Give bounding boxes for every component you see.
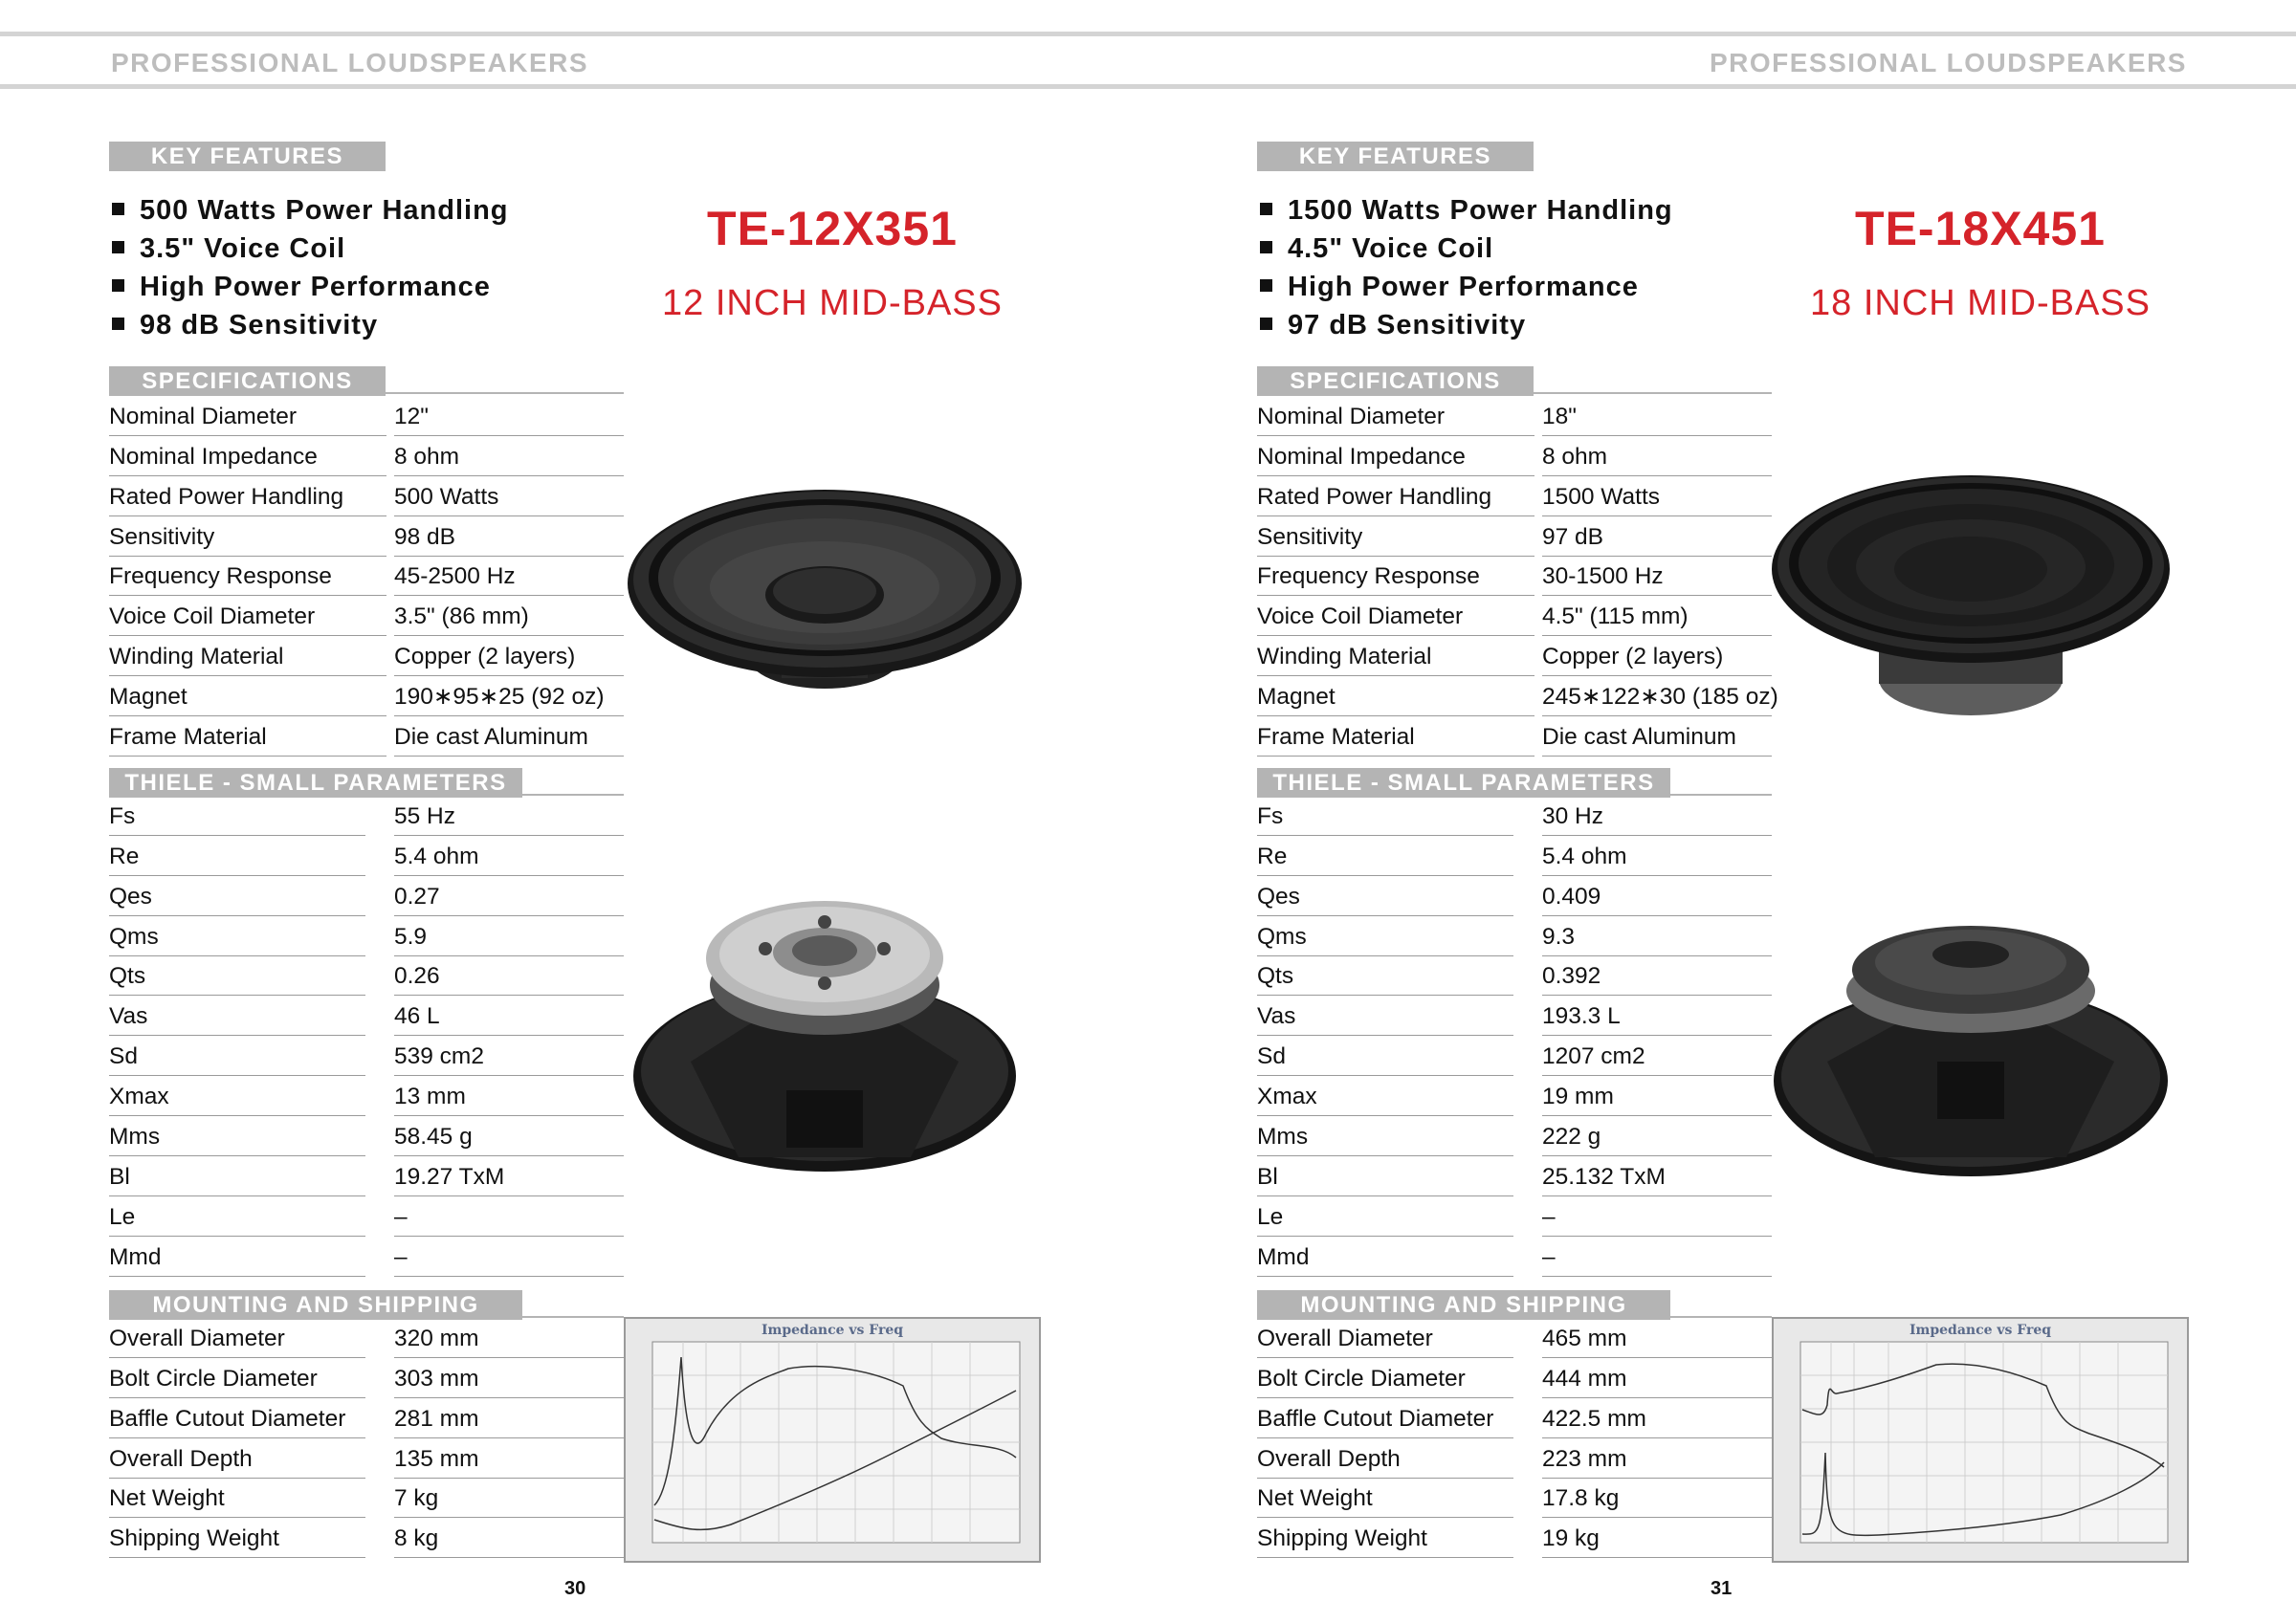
spec-row-label: Sensitivity	[109, 523, 215, 550]
mounting-row-label: Overall Diameter	[109, 1325, 285, 1351]
feature-item: 1500 Watts Power Handling	[1257, 191, 1673, 230]
mounting-row-value: 281 mm	[394, 1405, 479, 1432]
mounting-row-label: Net Weight	[109, 1485, 225, 1512]
spec-row-label: Frequency Response	[109, 563, 332, 590]
mounting-row-value: 8 kg	[394, 1525, 439, 1552]
mounting-row-label: Bolt Circle Diameter	[1257, 1365, 1466, 1392]
ts-param-row	[1257, 916, 1772, 956]
spec-row-value: 4.5" (115 mm)	[1542, 603, 1689, 630]
ts-param-row-value: 9.3	[1542, 923, 1576, 950]
row-rule	[1542, 1276, 1772, 1277]
ts-param-row-value: 30 Hz	[1542, 802, 1604, 829]
mounting-heading: MOUNTING AND SHIPPING	[1257, 1290, 1670, 1320]
ts-param-row-value: –	[394, 1243, 408, 1270]
ts-param-row	[1257, 836, 1772, 876]
bullet-square-icon	[1260, 279, 1272, 292]
ts-param-row-value: 0.26	[394, 963, 440, 990]
mounting-row-value: 17.8 kg	[1542, 1485, 1620, 1512]
ts-param-row-value: 19.27 TxM	[394, 1163, 505, 1190]
ts-param-row	[109, 1036, 624, 1076]
ts-param-row	[109, 836, 624, 876]
spec-row-label: Frame Material	[1257, 724, 1415, 751]
spec-row-label: Rated Power Handling	[109, 483, 344, 510]
specifications-heading: SPECIFICATIONS	[1257, 366, 1534, 396]
mounting-row	[1257, 1358, 1772, 1398]
ts-param-row-value: 5.9	[394, 923, 428, 950]
ts-param-row	[1257, 1156, 1772, 1196]
spec-row-label: Winding Material	[109, 644, 284, 670]
bullet-square-icon	[112, 318, 124, 330]
impedance-graph	[1772, 1317, 2189, 1563]
mounting-row	[1257, 1318, 1772, 1358]
spec-row	[109, 676, 624, 716]
ts-param-row-label: Re	[1257, 843, 1288, 869]
ts-param-row-label: Qms	[109, 923, 159, 950]
ts-param-row-value: 0.409	[1542, 883, 1601, 910]
ts-param-row-value: –	[1542, 1243, 1556, 1270]
feature-item: High Power Performance	[1257, 268, 1673, 306]
row-rule	[1257, 1557, 1513, 1558]
thiele-small-heading: THIELE - SMALL PARAMETERS	[109, 768, 522, 798]
spec-row-value: 45-2500 Hz	[394, 563, 516, 590]
bullet-square-icon	[112, 279, 124, 292]
mounting-row-label: Shipping Weight	[1257, 1525, 1427, 1552]
thiele-small-heading: THIELE - SMALL PARAMETERS	[1257, 768, 1670, 798]
speaker-front-photo	[624, 488, 1026, 775]
ts-param-row	[1257, 1196, 1772, 1237]
spec-row	[1257, 716, 1772, 757]
ts-param-row-label: Vas	[1257, 1003, 1296, 1030]
mounting-row-label: Net Weight	[1257, 1485, 1373, 1512]
bullet-square-icon	[1260, 318, 1272, 330]
feature-list	[109, 191, 509, 344]
ts-param-row-label: Mms	[1257, 1124, 1309, 1151]
ts-param-row	[1257, 796, 1772, 836]
ts-param-row-label: Vas	[109, 1003, 148, 1030]
ts-param-row	[1257, 1116, 1772, 1156]
feature-item: 3.5" Voice Coil	[109, 230, 509, 268]
ts-param-row-label: Le	[109, 1203, 136, 1230]
mounting-row-value: 135 mm	[394, 1445, 479, 1472]
model-title: TE-12X351	[707, 202, 958, 255]
ts-param-row	[109, 876, 624, 916]
spec-row	[1257, 436, 1772, 476]
feature-list	[1257, 191, 1673, 344]
spec-row	[1257, 676, 1778, 716]
ts-param-row-label: Qms	[1257, 923, 1307, 950]
bullet-square-icon	[112, 203, 124, 215]
mounting-row	[109, 1438, 624, 1479]
spec-row-label: Frame Material	[109, 724, 267, 751]
page-number: 30	[564, 1578, 586, 1599]
mounting-row	[109, 1479, 624, 1519]
specifications-rule	[1534, 392, 1772, 394]
ts-param-row-label: Bl	[1257, 1163, 1278, 1190]
ts-param-row	[1257, 997, 1772, 1037]
spec-row	[1257, 597, 1772, 637]
mounting-row	[1257, 1398, 1772, 1438]
ts-param-row-label: Qes	[109, 883, 152, 910]
spec-row-value: 8 ohm	[394, 443, 460, 470]
ts-param-row-label: Qts	[109, 963, 146, 990]
mounting-row-label: Baffle Cutout Diameter	[109, 1405, 346, 1432]
ts-param-row	[109, 997, 624, 1037]
mounting-row	[109, 1519, 624, 1559]
spec-row-label: Sensitivity	[1257, 523, 1363, 550]
mounting-row	[109, 1398, 624, 1438]
feature-item: 98 dB Sensitivity	[109, 306, 509, 344]
ts-param-row	[109, 1156, 624, 1196]
header-right: PROFESSIONAL LOUDSPEAKERS	[1709, 48, 2187, 77]
spec-row-label: Voice Coil Diameter	[109, 603, 316, 630]
spec-row-label: Nominal Diameter	[1257, 403, 1446, 429]
right-page	[1148, 0, 2296, 1623]
ts-param-row-value: 19 mm	[1542, 1084, 1614, 1110]
spec-row-value: Copper (2 layers)	[1542, 644, 1724, 670]
impedance-graph	[624, 1317, 1041, 1563]
page-number: 31	[1711, 1578, 1733, 1599]
ts-param-row-label: Xmax	[109, 1084, 169, 1110]
ts-param-row-value: 46 L	[394, 1003, 440, 1030]
spec-row	[109, 716, 624, 757]
mounting-row-value: 320 mm	[394, 1325, 479, 1351]
model-subtitle: 18 INCH MID-BASS	[1810, 283, 2151, 323]
row-rule	[1257, 1276, 1513, 1277]
ts-param-row-label: Mms	[109, 1124, 161, 1151]
ts-param-row	[109, 1237, 624, 1277]
spec-row-value: 245∗122∗30 (185 oz)	[1542, 684, 1778, 711]
spec-row-value: 30-1500 Hz	[1542, 563, 1664, 590]
ts-param-row-label: Mmd	[1257, 1243, 1310, 1270]
bullet-square-icon	[1260, 241, 1272, 253]
specifications-heading: SPECIFICATIONS	[109, 366, 386, 396]
ts-param-row-label: Sd	[109, 1043, 138, 1070]
spec-row-label: Nominal Diameter	[109, 403, 298, 429]
spec-row-value: Die cast Aluminum	[394, 724, 588, 751]
row-rule	[109, 756, 386, 757]
mounting-row-label: Overall Depth	[1257, 1445, 1401, 1472]
spec-row	[1257, 516, 1772, 557]
feature-item: High Power Performance	[109, 268, 509, 306]
mounting-row-value: 422.5 mm	[1542, 1405, 1646, 1432]
mounting-row-label: Shipping Weight	[109, 1525, 279, 1552]
spec-row-label: Nominal Impedance	[109, 443, 318, 470]
mounting-row	[109, 1318, 624, 1358]
spec-row-value: Die cast Aluminum	[1542, 724, 1736, 751]
ts-param-row	[1257, 876, 1772, 916]
row-rule	[1257, 756, 1534, 757]
spec-row-label: Magnet	[1257, 684, 1336, 711]
mounting-row	[109, 1358, 624, 1398]
key-features-heading: KEY FEATURES	[109, 142, 386, 171]
ts-param-row	[1257, 1076, 1772, 1116]
spec-row	[109, 597, 624, 637]
mounting-row	[1257, 1479, 1772, 1519]
ts-param-row-value: 55 Hz	[394, 802, 456, 829]
ts-param-row-label: Le	[1257, 1203, 1284, 1230]
ts-param-row-label: Qts	[1257, 963, 1294, 990]
ts-param-row-value: 13 mm	[394, 1084, 466, 1110]
spec-row-value: 3.5" (86 mm)	[394, 603, 529, 630]
ts-param-row-value: 0.27	[394, 883, 440, 910]
spec-row-label: Magnet	[109, 684, 188, 711]
spec-row-label: Frequency Response	[1257, 563, 1480, 590]
ts-param-row	[109, 916, 624, 956]
spec-row	[109, 476, 624, 516]
spec-row	[109, 516, 624, 557]
spec-row-label: Voice Coil Diameter	[1257, 603, 1464, 630]
spec-row-label: Rated Power Handling	[1257, 483, 1492, 510]
model-subtitle: 12 INCH MID-BASS	[662, 283, 1003, 323]
mounting-row-value: 19 kg	[1542, 1525, 1600, 1552]
spec-row-value: Copper (2 layers)	[394, 644, 576, 670]
ts-param-row-label: Bl	[109, 1163, 130, 1190]
spec-row-value: 12"	[394, 403, 429, 429]
ts-param-row	[109, 796, 624, 836]
ts-param-row-value: 1207 cm2	[1542, 1043, 1645, 1070]
mounting-row-label: Overall Depth	[109, 1445, 253, 1472]
ts-param-row-label: Fs	[1257, 802, 1284, 829]
feature-item: 97 dB Sensitivity	[1257, 306, 1673, 344]
row-rule	[394, 1276, 624, 1277]
mounting-row-value: 303 mm	[394, 1365, 479, 1392]
ts-param-row-label: Xmax	[1257, 1084, 1317, 1110]
mounting-row-label: Overall Diameter	[1257, 1325, 1433, 1351]
spec-row	[1257, 476, 1772, 516]
ts-param-row-label: Re	[109, 843, 140, 869]
ts-param-row-value: –	[1542, 1203, 1556, 1230]
ts-param-row-value: 539 cm2	[394, 1043, 484, 1070]
spec-row	[1257, 396, 1772, 436]
ts-param-row-value: 5.4 ohm	[1542, 843, 1627, 869]
key-features-heading: KEY FEATURES	[1257, 142, 1534, 171]
ts-param-row-value: 222 g	[1542, 1124, 1601, 1151]
ts-param-row	[109, 1116, 624, 1156]
mounting-row-label: Baffle Cutout Diameter	[1257, 1405, 1494, 1432]
row-rule	[1542, 1557, 1772, 1558]
speaker-rear-photo	[624, 880, 1026, 1186]
spec-row-value: 18"	[1542, 403, 1577, 429]
ts-param-row	[109, 1076, 624, 1116]
ts-param-row	[1257, 1237, 1772, 1277]
feature-item: 4.5" Voice Coil	[1257, 230, 1673, 268]
spec-row-value: 500 Watts	[394, 483, 499, 510]
ts-param-row	[109, 956, 624, 997]
speaker-rear-photo	[1770, 899, 2172, 1195]
row-rule	[109, 1557, 365, 1558]
ts-param-row-value: 5.4 ohm	[394, 843, 479, 869]
feature-item: 500 Watts Power Handling	[109, 191, 509, 230]
bullet-square-icon	[1260, 203, 1272, 215]
row-rule	[394, 1557, 624, 1558]
mounting-row	[1257, 1438, 1772, 1479]
spec-row	[109, 396, 624, 436]
spec-row	[109, 557, 624, 597]
ts-param-row	[1257, 1036, 1772, 1076]
model-title: TE-18X451	[1855, 202, 2106, 255]
spec-row-value: 98 dB	[394, 523, 456, 550]
ts-param-row-label: Fs	[109, 802, 136, 829]
mounting-row-label: Bolt Circle Diameter	[109, 1365, 318, 1392]
spec-row-value: 97 dB	[1542, 523, 1604, 550]
spec-row-value: 190∗95∗25 (92 oz)	[394, 684, 605, 711]
row-rule	[1542, 756, 1772, 757]
ts-param-row-label: Sd	[1257, 1043, 1286, 1070]
ts-param-row-value: 0.392	[1542, 963, 1601, 990]
ts-param-row-value: 193.3 L	[1542, 1003, 1621, 1030]
spec-row-label: Nominal Impedance	[1257, 443, 1466, 470]
spec-row	[109, 436, 624, 476]
ts-param-row-value: 58.45 g	[394, 1124, 473, 1151]
mounting-row-value: 465 mm	[1542, 1325, 1627, 1351]
spec-row-value: 8 ohm	[1542, 443, 1608, 470]
mounting-heading: MOUNTING AND SHIPPING	[109, 1290, 522, 1320]
spec-row-label: Winding Material	[1257, 644, 1432, 670]
mounting-row-value: 444 mm	[1542, 1365, 1627, 1392]
graph-title: Impedance vs Freq	[1909, 1323, 2052, 1338]
spec-row	[109, 636, 624, 676]
spec-row-value: 1500 Watts	[1542, 483, 1661, 510]
ts-param-row-value: –	[394, 1203, 408, 1230]
specifications-rule	[386, 392, 624, 394]
ts-param-row-value: 25.132 TxM	[1542, 1163, 1666, 1190]
header-left: PROFESSIONAL LOUDSPEAKERS	[111, 48, 589, 77]
ts-param-row-label: Mmd	[109, 1243, 162, 1270]
graph-title: Impedance vs Freq	[761, 1323, 904, 1338]
ts-param-row	[109, 1196, 624, 1237]
speaker-front-photo	[1770, 473, 2172, 770]
mounting-row-value: 7 kg	[394, 1485, 439, 1512]
row-rule	[394, 756, 624, 757]
mounting-row	[1257, 1519, 1772, 1559]
spec-row	[1257, 557, 1772, 597]
spec-row	[1257, 636, 1772, 676]
ts-param-row-label: Qes	[1257, 883, 1300, 910]
row-rule	[109, 1276, 365, 1277]
ts-param-row	[1257, 956, 1772, 997]
bullet-square-icon	[112, 241, 124, 253]
mounting-row-value: 223 mm	[1542, 1445, 1627, 1472]
